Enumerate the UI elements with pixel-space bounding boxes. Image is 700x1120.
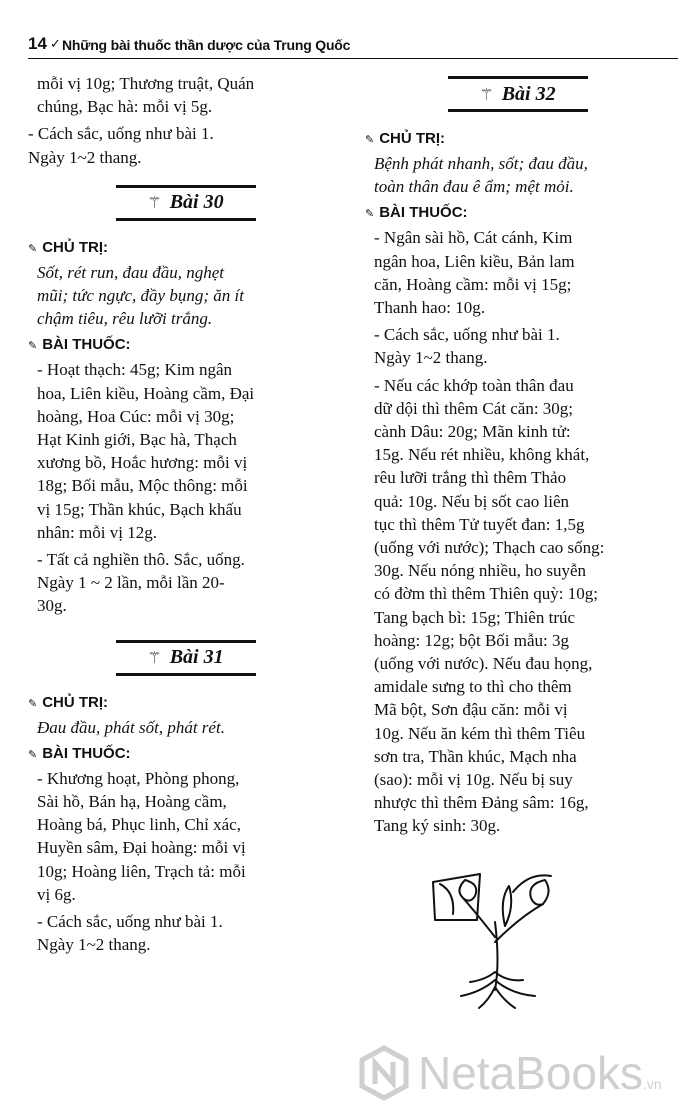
text-line: căn, Hoàng cầm: mỗi vị 15g; xyxy=(374,274,572,294)
recipe-paragraph xyxy=(365,323,670,369)
chu-tri-label: ✎ CHỦ TRỊ: xyxy=(28,693,109,711)
chu-tri-label: ✎ CHỦ TRỊ: xyxy=(365,130,446,147)
watermark-suffix: .vn xyxy=(643,1076,662,1092)
text-line: cành Dâu: 20g; Mãn kinh tử: xyxy=(374,422,571,442)
text-line: - Nếu các khớp toàn thân đau xyxy=(374,375,574,395)
text-line: quả: 10g. Nếu bị sốt cao liên xyxy=(374,491,569,511)
text-line: mỗi vị 10g; Thương truật, Quán xyxy=(37,74,255,93)
text-line: Tang bạch bì: 15g; Thiên trúc xyxy=(374,607,576,627)
text-line: - Ngân sài hồ, Cát cánh, Kim xyxy=(374,228,573,248)
left-column xyxy=(28,72,343,960)
recipe-title-32 xyxy=(448,76,588,112)
text-line: - Tất cả nghiền thô. Sắc, uống. xyxy=(37,550,245,570)
bai-thuoc-label: ✎ BÀI THUỐC: xyxy=(365,204,468,222)
text-line: Huyền sâm, Đại hoàng: mỗi vị xyxy=(37,838,246,858)
chu-tri-text xyxy=(28,261,343,331)
text-line: rêu lưỡi trắng thì thêm Thảo xyxy=(374,468,567,488)
text-line: tục thì thêm Tử tuyết đan: 1,5g xyxy=(374,514,585,534)
page-number: 14 xyxy=(28,34,47,53)
text-line: chậm tiêu, rêu lưỡi trắng. xyxy=(37,309,213,329)
text-line: - Cách sắc, uống như bài 1. xyxy=(374,325,560,345)
text-line: Hoàng bá, Phục linh, Chỉ xác, xyxy=(37,815,241,835)
text-line: 30g. Nếu nóng nhiều, ho suyễn xyxy=(374,561,587,581)
continuation-text xyxy=(28,72,343,118)
text-line: Bệnh phát nhanh, sốt; đau đầu, xyxy=(374,154,588,173)
watermark xyxy=(358,1038,688,1108)
continuation-note xyxy=(28,122,343,168)
caduceus-icon: ⚚ xyxy=(147,193,162,213)
text-line: Ngày 1~2 thang. xyxy=(374,348,488,368)
text-line: có đờm thì thêm Thiên quỳ: 10g; xyxy=(374,584,598,604)
herb-plant-illustration xyxy=(425,862,560,1012)
text-line: vị 15g; Thần khúc, Bạch khấu xyxy=(37,499,242,519)
text-line: chúng, Bạc hà: mỗi vị 5g. xyxy=(37,97,213,117)
chu-tri-label: ✎ CHỦ TRỊ: xyxy=(28,238,109,256)
recipe-title-text: Bài 31 xyxy=(169,646,224,669)
text-line: vị 6g. xyxy=(37,884,76,904)
text-line: - Cách sắc, uống như bài 1. xyxy=(37,912,223,932)
chu-tri-text xyxy=(365,152,670,198)
text-line: dữ dội thì thêm Cát căn: 30g; xyxy=(374,398,574,418)
text-line: xương bồ, Hoắc hương: mỗi vị xyxy=(37,453,248,473)
book-title: Những bài thuốc thần dược của Trung Quốc xyxy=(62,37,351,53)
text-line: toàn thân đau ê ẩm; mệt mỏi. xyxy=(374,177,574,197)
text-line: (sao): mỗi vị 10g. Nếu bị suy xyxy=(374,770,573,790)
text-line: 18g; Bối mẫu, Mộc thông: mỗi xyxy=(37,476,248,496)
text-line: - Cách sắc, uống như bài 1. xyxy=(28,124,214,144)
recipe-paragraph xyxy=(365,226,670,319)
recipe-title-30 xyxy=(116,185,256,221)
bai-thuoc-label: ✎ BÀI THUỐC: xyxy=(28,744,131,762)
text-line: Ngày 1 ~ 2 lần, mỗi lần 20- xyxy=(37,573,225,593)
text-line: amidale sưng to thì cho thêm xyxy=(374,677,572,697)
page-header xyxy=(28,32,678,59)
text-line: - Hoạt thạch: 45g; Kim ngân xyxy=(37,360,232,380)
recipe-paragraph xyxy=(28,548,343,618)
caduceus-icon: ⚚ xyxy=(479,84,494,104)
recipe-paragraph xyxy=(28,910,343,956)
text-line: 15g. Nếu rét nhiều, không khát, xyxy=(374,445,590,465)
text-line: nhược thì thêm Đảng sâm: 16g, xyxy=(374,793,589,813)
text-line: - Khương hoạt, Phòng phong, xyxy=(37,768,240,788)
text-line: 30g. xyxy=(37,596,67,616)
bai-thuoc-label: ✎ BÀI THUỐC: xyxy=(28,336,131,354)
recipe-title-text: Bài 32 xyxy=(501,82,556,105)
pen-icon: ✎ xyxy=(28,242,38,255)
text-line: Sốt, rét run, đau đầu, nghẹt xyxy=(37,262,224,282)
text-line: sơn tra, Thần khúc, Mạch nha xyxy=(374,746,577,766)
text-line: Ngày 1~2 thang. xyxy=(37,935,151,955)
text-line: hoàng, Hoa Cúc: mỗi vị 30g; xyxy=(37,406,235,426)
text-line: hoa, Liên kiều, Hoàng cầm, Đại xyxy=(37,383,255,403)
text-line: Tang ký sinh: 30g. xyxy=(374,816,501,836)
header-check-icon: ✓ xyxy=(50,36,61,51)
pen-icon: ✎ xyxy=(365,208,375,221)
text-line: 10g. Nếu ăn kém thì thêm Tiêu xyxy=(374,723,586,743)
pen-icon: ✎ xyxy=(28,340,38,353)
text-line: nhân: mỗi vị 12g. xyxy=(37,522,157,542)
pen-icon: ✎ xyxy=(28,697,38,710)
text-line: Mã bột, Sơn đậu căn: mỗi vị xyxy=(374,700,568,720)
recipe-paragraph xyxy=(28,767,343,906)
recipe-title-31 xyxy=(116,640,256,676)
right-column xyxy=(365,70,670,842)
text-line: ngân hoa, Liên kiều, Bản lam xyxy=(374,251,575,271)
text-line: hoàng: 12g; bột Bối mẫu: 3g xyxy=(374,630,570,650)
text-line: Thanh hao: 10g. xyxy=(374,298,485,318)
text-line: mũi; tức ngực, đầy bụng; ăn ít xyxy=(37,286,244,306)
caduceus-icon: ⚚ xyxy=(147,648,162,668)
pen-icon: ✎ xyxy=(365,134,375,146)
pen-icon: ✎ xyxy=(28,748,38,761)
recipe-paragraph xyxy=(28,358,343,544)
netabooks-logo-icon xyxy=(358,1045,410,1101)
text-line: Hạt Kinh giới, Bạc hà, Thạch xyxy=(37,430,237,450)
chu-tri-text xyxy=(28,716,343,739)
text-line: (uống với nước). Nếu đau họng, xyxy=(374,654,593,674)
text-line: Đau đầu, phát sốt, phát rét. xyxy=(37,717,225,737)
text-line: 10g; Hoàng liên, Trạch tả: mỗi xyxy=(37,861,246,881)
recipe-paragraph xyxy=(365,374,670,838)
watermark-brand: NetaBooks xyxy=(418,1047,644,1099)
text-line: (uống với nước); Thạch cao sống: xyxy=(374,538,605,558)
text-line: Sài hồ, Bán hạ, Hoàng cầm, xyxy=(37,792,227,812)
recipe-title-text: Bài 30 xyxy=(169,191,224,214)
text-line: Ngày 1~2 thang. xyxy=(28,147,142,167)
